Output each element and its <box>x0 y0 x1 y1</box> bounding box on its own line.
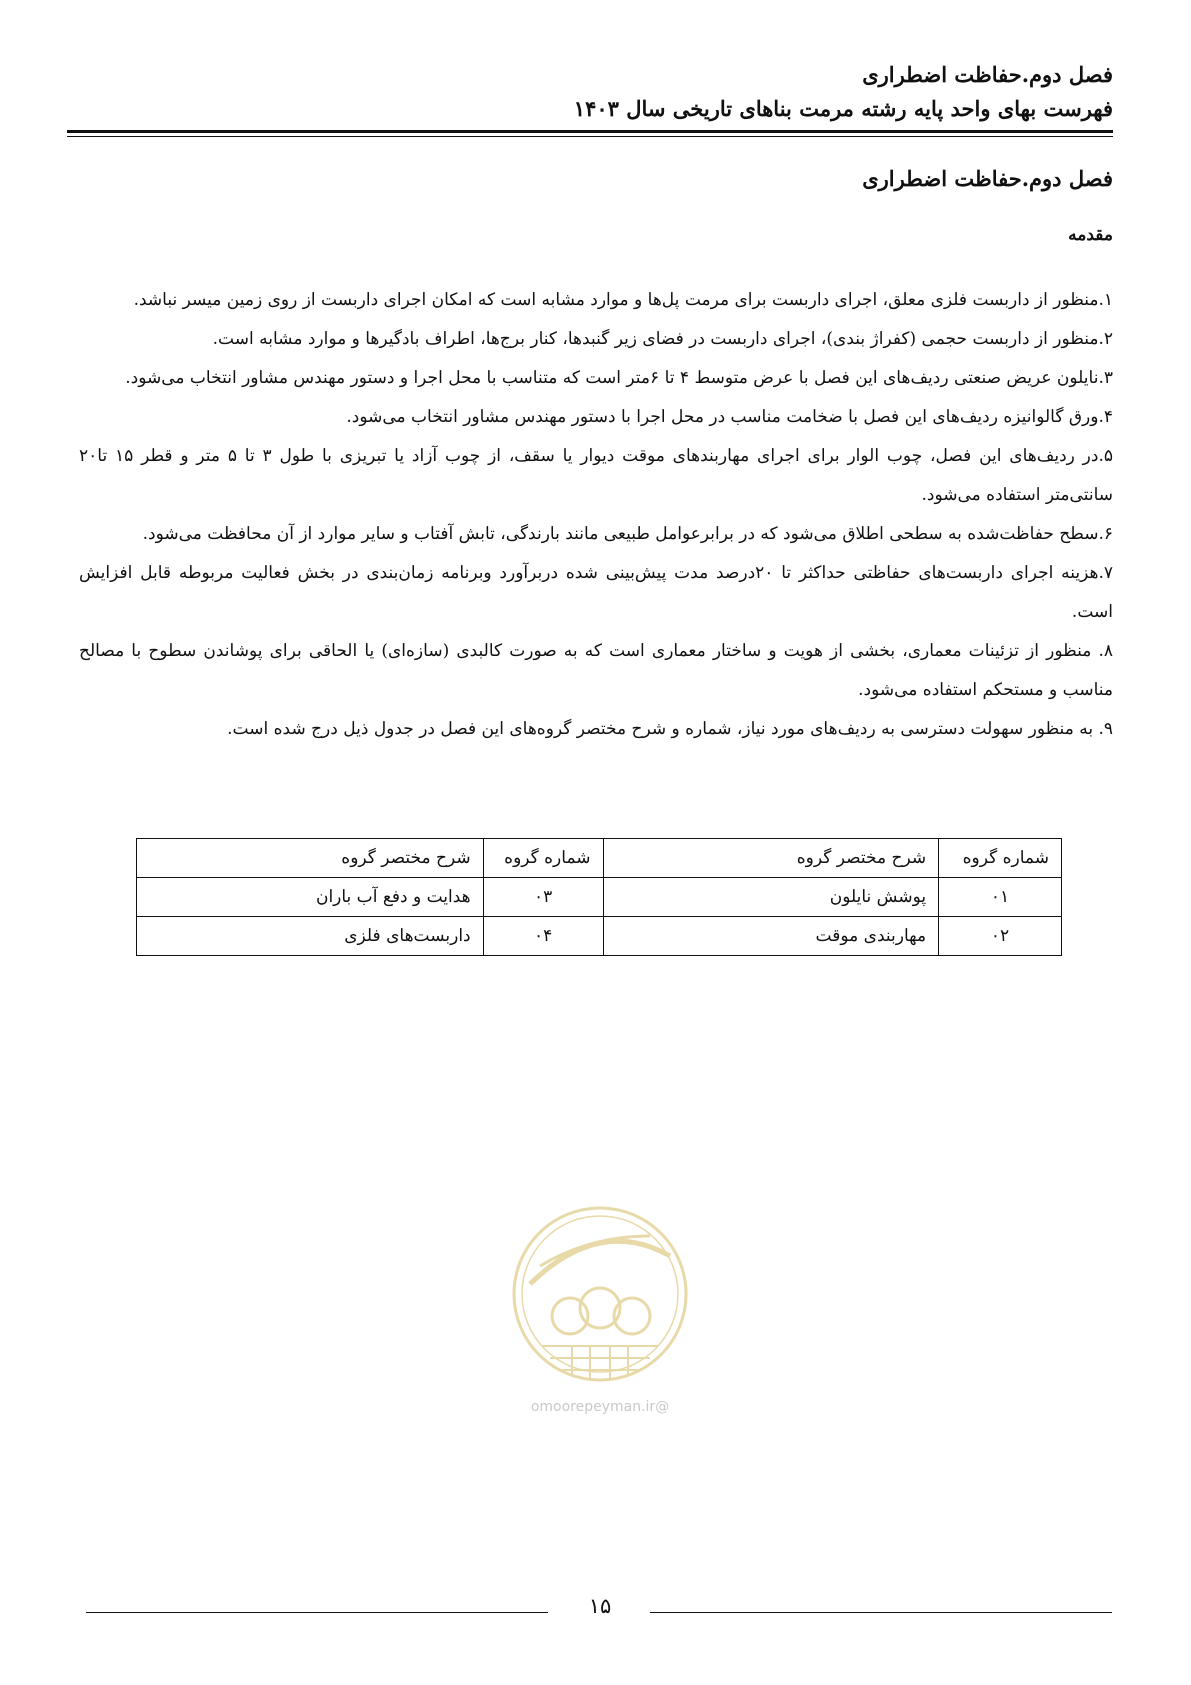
paragraph: ۵.در ردیف‌های این فصل، چوب الوار برای اجرای مهاربندهای موقت دیوار یا سقف، از چوب آزاد یا تبریزی با طول ۳ تا ۵ متر و قطر ۱۵ تا۲۰ سانتی‌متر استفاده می‌شود. <box>79 446 1113 505</box>
header-document-title: فهرست بهای واحد پایه رشته مرمت بناهای تاریخی سال ۱۴۰۳ <box>573 96 1113 121</box>
chapter-title: فصل دوم.حفاظت اضطراری <box>862 166 1113 191</box>
table-row <box>137 917 1062 956</box>
group-description-cell: هدایت و دفع آب باران <box>137 878 484 917</box>
paragraph: ۲.منظور از داربست حجمی (کفراژ بندی)، اجرای داربست در فضای زیر گنبدها، کنار برج‌ها، اطراف بادگیرها و موارد مشابه است. <box>212 329 1113 349</box>
group-description-cell: پوشش نایلون <box>603 878 939 917</box>
footer-rule-right <box>650 1612 1112 1613</box>
group-number-cell: ۰۴ <box>483 917 603 956</box>
group-table <box>136 838 1062 956</box>
footer-rule-left <box>86 1612 548 1613</box>
paragraph: ۹. به منظور سهولت دسترسی به ردیف‌های مورد نیاز، شماره و شرح مختصر گروه‌های این فصل در جدول ذیل درج شده است. <box>227 719 1113 739</box>
paragraph: ۷.هزینه اجرای داربست‌های حفاظتی حداکثر تا ۲۰درصد مدت پیش‌بینی شده دربرآورد وبرنامه زمان‌بندی در بخش فعالیت مربوطه قابل افزایش است. <box>79 563 1113 622</box>
group-number-cell: ۰۱ <box>939 878 1062 917</box>
watermark-url: @omoorepeyman.ir <box>530 1399 670 1415</box>
header-cell: شرح مختصر گروه <box>603 839 939 878</box>
group-number-cell: ۰۳ <box>483 878 603 917</box>
table-row <box>137 878 1062 917</box>
group-description-cell: داربست‌های فلزی <box>137 917 484 956</box>
group-description-cell: مهاربندی موقت <box>603 917 939 956</box>
header-chapter: فصل دوم.حفاظت اضطراری <box>862 62 1113 87</box>
table-header-row <box>137 839 1062 878</box>
group-number-cell: ۰۲ <box>939 917 1062 956</box>
paragraph: ۴.ورق گالوانیزه ردیف‌های این فصل با ضخامت مناسب در محل اجرا با دستور مهندس مشاور انتخاب می‌شود. <box>346 407 1113 427</box>
paragraph: ۳.نایلون عریض صنعتی ردیف‌های این فصل با عرض متوسط ۴ تا ۶متر است که متناسب با محل اجرا و دستور مهندس مشاور انتخاب می‌شود. <box>125 368 1113 388</box>
watermark-logo <box>500 1196 700 1424</box>
paragraph: ۶.سطح حفاظت‌شده به سطحی اطلاق می‌شود که در برابرعوامل طبیعی مانند بارندگی، تابش آفتاب و سایر موارد از آن محافظت می‌شود. <box>142 524 1113 544</box>
header-rule-thin <box>67 136 1113 137</box>
header-cell: شماره گروه <box>939 839 1062 878</box>
page-number: ۱۵ <box>588 1594 612 1618</box>
header-cell: شرح مختصر گروه <box>137 839 484 878</box>
header-cell: شماره گروه <box>483 839 603 878</box>
intro-heading: مقدمه <box>1068 225 1113 245</box>
paragraph: ۱.منظور از داربست فلزی معلق، اجرای داربست برای مرمت پل‌ها و موارد مشابه است که امکان اجرای داربست از روی زمین میسر نباشد. <box>133 290 1113 310</box>
intro-paragraphs <box>79 281 1113 749</box>
paragraph: ۸. منظور از تزئینات معماری، بخشی از هویت و ساختار معماری است که به صورت کالبدی (سازه‌ای) یا الحاقی برای پوشاندن سطوح با مصالح مناسب و مستحکم استفاده می‌شود. <box>79 641 1113 700</box>
page-header <box>73 58 1113 126</box>
header-rule-thick <box>67 130 1113 133</box>
